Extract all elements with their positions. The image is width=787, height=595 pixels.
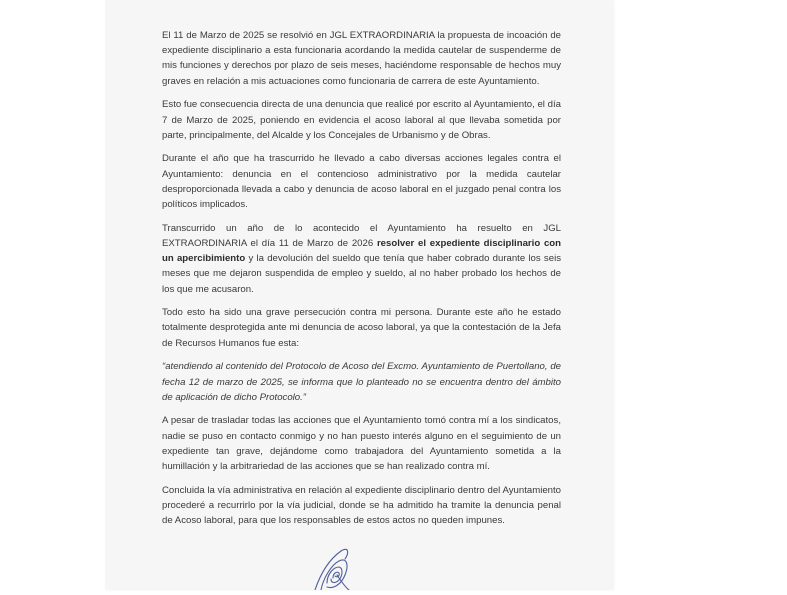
paragraph-suspension: El 11 de Marzo de 2025 se resolvió en JGL EXTRAORDINARIA la propuesta de incoación de expediente disciplinario a esta funcionaria acordando la medida cautelar de suspenderme de mis funciones y derechos por plazo de seis meses, haciéndome responsable de hechos muy graves en relación a mis actuaciones como funcionaria de carrera de este Ayuntamiento. [162,30,561,87]
document-body [162,28,561,537]
paragraph-persecution: Todo esto ha sido una grave persecución contra mi persona. Durante este año he estado totalmente desprotegida ante mi denuncia de acoso laboral, ya que la contestación de la Jefa de Recursos Humanos fue esta: [162,307,561,349]
paragraph-unions: A pesar de trasladar todas las acciones que el Ayuntamiento tomó contra mí a los sindicatos, nadie se puso en contacto conmigo y no han puesto interés alguno en el seguimiento de un expediente tan grave, dejándome como trabajadora del Ayuntamiento sometida a la humillación y la arbitrariedad de las acciones que se han realizado contra mí. [162,415,561,473]
resolution-bold-text: resolver el expediente disciplinario con un apercibimiento [162,237,561,265]
resolution-text-before: Transcurrido un año de lo acontecido el Ayuntamiento ha resuelto en JGL EXTRAORDINARIA el día 11 de Marzo de 2026 [162,222,561,249]
paragraph-complaint: Esto fue consecuencia directa de una denuncia que realicé por escrito al Ayuntamiento, el día 7 de Marzo de 2025, poniendo en evidencia el acoso laboral al que llevaba sometida por parte, principalmente, del Alcalde y los Concejales de Urbanismo y de Obras. [162,99,561,141]
document-page [105,0,613,590]
signature-icon [305,543,365,590]
paragraph-hr-quote: “atendiendo al contenido del Protocolo de Acoso del Excmo. Ayuntamiento de Puertollano, de fecha 12 de marzo de 2025, se informa que lo planteado no se encuentra dentro del ámbito de aplicación de dicho Protocolo.” [162,361,561,403]
resolution-text-after: y la devolución del sueldo que tenía que haber cobrado durante los seis meses que me dejaron suspendida de empleo y sueldo, al no haber probado los hechos de los que me acusaron. [162,253,561,295]
paragraph-legal-actions: Durante el año que ha trascurrido he llevado a cabo diversas acciones legales contra el Ayuntamiento: denuncia en el contencioso administrativo por la medida cautelar desproporcionada llevada a cabo y denuncia de acoso laboral en el juzgado penal contra los políticos implicados. [162,153,561,211]
paragraph-conclusion: Concluida la vía administrativa en relación al expediente disciplinario dentro del Ayuntamiento procederé a recurrirlo por la vía judicial, donde se ha admitido ha tramite la denuncia penal de Acoso laboral, para que los responsables de estos actos no queden impunes. [162,484,561,527]
paragraph-resolution [162,221,561,297]
